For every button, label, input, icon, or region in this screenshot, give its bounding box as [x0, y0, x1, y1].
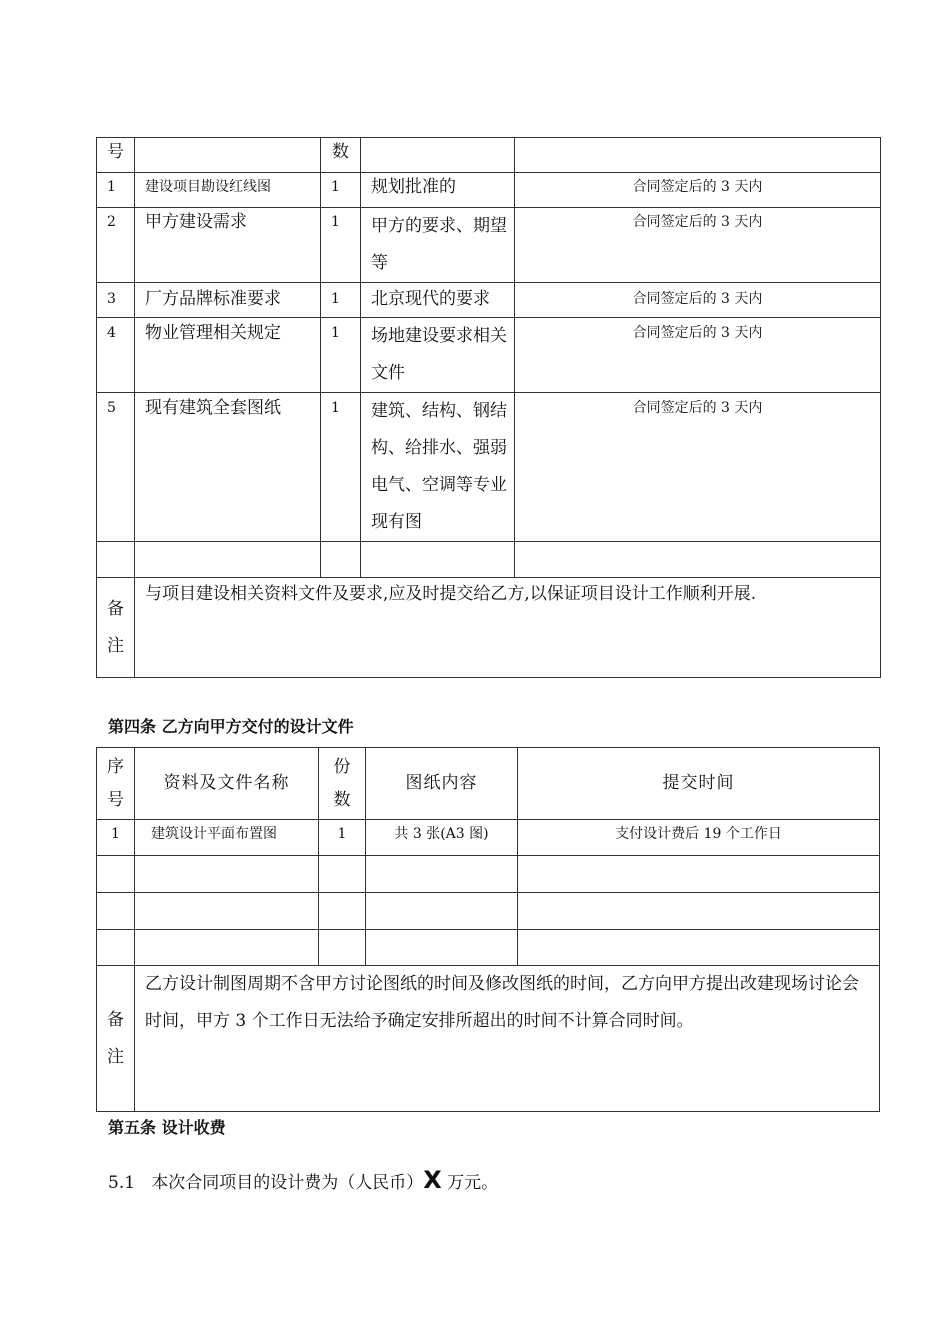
row-name: 建设项目勘设红线图	[135, 173, 321, 208]
remarks-row	[97, 966, 880, 1112]
remarks-label-2: 注	[107, 1046, 124, 1067]
table-row-empty	[97, 893, 880, 930]
submitted-materials-table	[96, 137, 881, 678]
fee-text-suffix: 万元。	[441, 1173, 499, 1193]
remarks-row	[97, 578, 881, 678]
header-cell-time	[515, 138, 881, 173]
row-time: 合同签定后的 3 天内	[515, 283, 881, 318]
row-time: 合同签定后的 3 天内	[515, 318, 881, 393]
row-no: 4	[97, 318, 135, 393]
row-qty: 1	[321, 208, 361, 283]
row-time: 合同签定后的 3 天内	[515, 393, 881, 542]
remarks-label	[97, 578, 135, 678]
row-qty: 1	[321, 283, 361, 318]
table-header-row	[97, 138, 881, 173]
table-row	[97, 208, 881, 283]
header-cell-content: 图纸内容	[366, 748, 518, 820]
table-row	[97, 283, 881, 318]
remarks-label-1: 备	[107, 598, 124, 619]
row-no: 2	[97, 208, 135, 283]
row-no: 1	[97, 820, 135, 856]
row-qty: 1	[321, 318, 361, 393]
header-cell-name: 资料及文件名称	[135, 748, 319, 820]
row-time: 支付设计费后 19 个工作日	[518, 820, 880, 856]
remarks-label-1: 备	[107, 1009, 124, 1030]
row-name: 甲方建设需求	[135, 208, 321, 283]
row-qty: 1	[321, 393, 361, 542]
row-content: 共 3 张(A3 图)	[366, 820, 518, 856]
header-cell-content	[361, 138, 515, 173]
fee-text-prefix: 5.1 本次合同项目的设计费为（人民币）	[108, 1173, 424, 1193]
row-name: 建筑设计平面布置图	[135, 820, 319, 856]
header-cell-qty: 数	[321, 138, 361, 173]
row-content: 规划批准的	[361, 173, 515, 208]
remarks-label	[97, 966, 135, 1112]
table-row-empty	[97, 542, 881, 578]
remarks-text: 与项目建设相关资料文件及要求,应及时提交给乙方,以保证项目设计工作顺利开展.	[135, 578, 881, 678]
header-cell-time: 提交时间	[518, 748, 880, 820]
table-row-empty	[97, 930, 880, 966]
table-row	[97, 393, 881, 542]
header-cell-no: 序 号	[97, 748, 135, 820]
deliverables-table	[96, 747, 880, 1112]
fee-amount: X	[423, 1166, 442, 1194]
row-name: 物业管理相关规定	[135, 318, 321, 393]
remarks-label-2: 注	[107, 635, 124, 656]
table-row	[97, 318, 881, 393]
row-qty: 1	[321, 173, 361, 208]
table-header-row	[97, 748, 880, 820]
remarks-text: 乙方设计制图周期不含甲方讨论图纸的时间及修改图纸的时间，乙方向甲方提出改建现场讨论会时间，甲方 3 个工作日无法给予确定安排所超出的时间不计算合同时间。	[135, 966, 880, 1112]
fee-paragraph	[108, 1166, 498, 1194]
table-row-empty	[97, 856, 880, 893]
row-content: 建筑、结构、钢结构、给排水、强弱电气、空调等专业现有图	[361, 393, 515, 542]
row-name: 现有建筑全套图纸	[135, 393, 321, 542]
section-5-title: 第五条 设计收费	[108, 1118, 226, 1137]
table-row	[97, 173, 881, 208]
header-cell-no: 号	[97, 138, 135, 173]
row-content: 场地建设要求相关文件	[361, 318, 515, 393]
row-no: 1	[97, 173, 135, 208]
table-row	[97, 820, 880, 856]
header-cell-qty: 份 数	[319, 748, 366, 820]
row-time: 合同签定后的 3 天内	[515, 173, 881, 208]
row-content: 北京现代的要求	[361, 283, 515, 318]
row-no: 5	[97, 393, 135, 542]
row-time: 合同签定后的 3 天内	[515, 208, 881, 283]
row-name: 厂方品牌标准要求	[135, 283, 321, 318]
row-qty: 1	[319, 820, 366, 856]
row-content: 甲方的要求、期望等	[361, 208, 515, 283]
row-no: 3	[97, 283, 135, 318]
section-4-title: 第四条 乙方向甲方交付的设计文件	[108, 717, 354, 736]
header-cell-name	[135, 138, 321, 173]
